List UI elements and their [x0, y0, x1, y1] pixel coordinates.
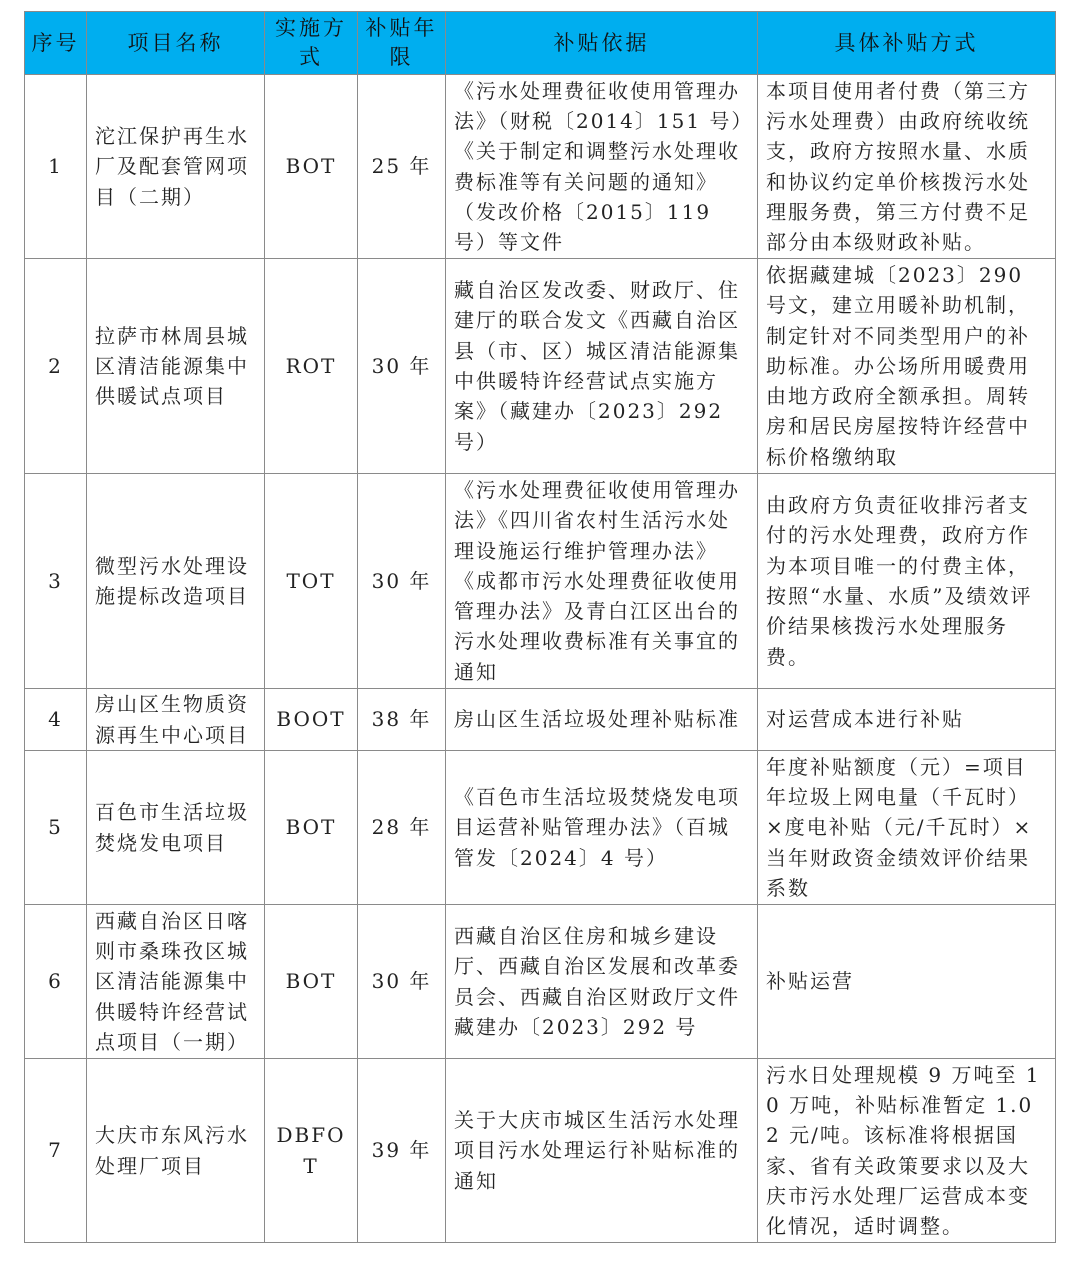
- cell-subsidy-method: 补贴运营: [758, 905, 1056, 1059]
- cell-subsidy-method: 依据藏建城〔2023〕290 号文，建立用暖补助机制，制定针对不同类型用户的补助标准。办公场所用暖费用由地方政府全额承担。周转房和居民房屋按特许经营中标价格缴纳取: [758, 259, 1056, 474]
- cell-subsidy-basis: 西藏自治区住房和城乡建设厅、西藏自治区发展和改革委员会、西藏自治区财政厅文件藏建办〔2023〕292 号: [446, 905, 758, 1059]
- cell-subsidy-basis: 关于大庆市城区生活污水处理项目污水处理运行补贴标准的通知: [446, 1059, 758, 1243]
- cell-no: 6: [25, 905, 87, 1059]
- cell-subsidy-term: 30 年: [358, 259, 446, 474]
- cell-implementation-mode: BOT: [265, 75, 358, 259]
- cell-no: 2: [25, 259, 87, 474]
- cell-subsidy-term: 39 年: [358, 1059, 446, 1243]
- cell-subsidy-basis: 《百色市生活垃圾焚烧发电项目运营补贴管理办法》（百城管发〔2024〕4 号）: [446, 751, 758, 905]
- cell-no: 7: [25, 1059, 87, 1243]
- header-implementation-mode: 实施方式: [265, 12, 358, 75]
- cell-project-name: 沱江保护再生水厂及配套管网项目（二期）: [87, 75, 265, 259]
- table-row: [25, 905, 1056, 1059]
- cell-subsidy-method: 年度补贴额度（元）=项目年垃圾上网电量（千瓦时）×度电补贴（元/千瓦时）×当年财政资金绩效评价结果系数: [758, 751, 1056, 905]
- cell-no: 4: [25, 689, 87, 751]
- cell-project-name: 房山区生物质资源再生中心项目: [87, 689, 265, 751]
- header-project-name: 项目名称: [87, 12, 265, 75]
- cell-subsidy-method: 污水日处理规模 9 万吨至 10 万吨，补贴标准暂定 1.02 元/吨。该标准将根据国家、省有关政策要求以及大庆市污水处理厂运营成本变化情况，适时调整。: [758, 1059, 1056, 1243]
- cell-project-name: 微型污水处理设施提标改造项目: [87, 474, 265, 689]
- table-row: [25, 751, 1056, 905]
- cell-no: 1: [25, 75, 87, 259]
- table-row: [25, 75, 1056, 259]
- table-body: [25, 75, 1056, 1243]
- cell-no: 5: [25, 751, 87, 905]
- header-subsidy-term: 补贴年限: [358, 12, 446, 75]
- cell-implementation-mode: BOT: [265, 905, 358, 1059]
- cell-project-name: 大庆市东风污水处理厂项目: [87, 1059, 265, 1243]
- cell-implementation-mode: TOT: [265, 474, 358, 689]
- cell-subsidy-method: 本项目使用者付费（第三方污水处理费）由政府统收统支，政府方按照水量、水质和协议约定单价核拨污水处理服务费，第三方付费不足部分由本级财政补贴。: [758, 75, 1056, 259]
- cell-subsidy-method: 由政府方负责征收排污者支付的污水处理费，政府方作为本项目唯一的付费主体，按照“水量、水质”及绩效评价结果核拨污水处理服务费。: [758, 474, 1056, 689]
- table-row: [25, 689, 1056, 751]
- cell-subsidy-basis: 《污水处理费征收使用管理办法》《四川省农村生活污水处理设施运行维护管理办法》《成都市污水处理费征收使用管理办法》及青白江区出台的污水处理收费标准有关事宜的通知: [446, 474, 758, 689]
- cell-implementation-mode: ROT: [265, 259, 358, 474]
- cell-subsidy-term: 30 年: [358, 474, 446, 689]
- header-subsidy-basis: 补贴依据: [446, 12, 758, 75]
- table-row: [25, 474, 1056, 689]
- cell-subsidy-basis: 藏自治区发改委、财政厅、住建厅的联合发文《西藏自治区县（市、区）城区清洁能源集中供暖特许经营试点实施方案》（藏建办〔2023〕292 号）: [446, 259, 758, 474]
- table-row: [25, 259, 1056, 474]
- cell-implementation-mode: BOT: [265, 751, 358, 905]
- cell-subsidy-term: 28 年: [358, 751, 446, 905]
- table-header: [25, 12, 1056, 75]
- cell-subsidy-term: 30 年: [358, 905, 446, 1059]
- cell-project-name: 西藏自治区日喀则市桑珠孜区城区清洁能源集中供暖特许经营试点项目（一期）: [87, 905, 265, 1059]
- header-subsidy-method: 具体补贴方式: [758, 12, 1056, 75]
- cell-no: 3: [25, 474, 87, 689]
- header-no: 序号: [25, 12, 87, 75]
- cell-project-name: 百色市生活垃圾焚烧发电项目: [87, 751, 265, 905]
- subsidy-projects-table: [24, 11, 1056, 1243]
- cell-subsidy-basis: 《污水处理费征收使用管理办法》（财税〔2014〕151 号）《关于制定和调整污水处理收费标准等有关问题的通知》（发改价格〔2015〕119 号）等文件: [446, 75, 758, 259]
- cell-implementation-mode: DBFOT: [265, 1059, 358, 1243]
- cell-subsidy-basis: 房山区生活垃圾处理补贴标准: [446, 689, 758, 751]
- cell-subsidy-term: 38 年: [358, 689, 446, 751]
- cell-subsidy-term: 25 年: [358, 75, 446, 259]
- header-row: [25, 12, 1056, 75]
- table-row: [25, 1059, 1056, 1243]
- cell-subsidy-method: 对运营成本进行补贴: [758, 689, 1056, 751]
- cell-implementation-mode: BOOT: [265, 689, 358, 751]
- cell-project-name: 拉萨市林周县城区清洁能源集中供暖试点项目: [87, 259, 265, 474]
